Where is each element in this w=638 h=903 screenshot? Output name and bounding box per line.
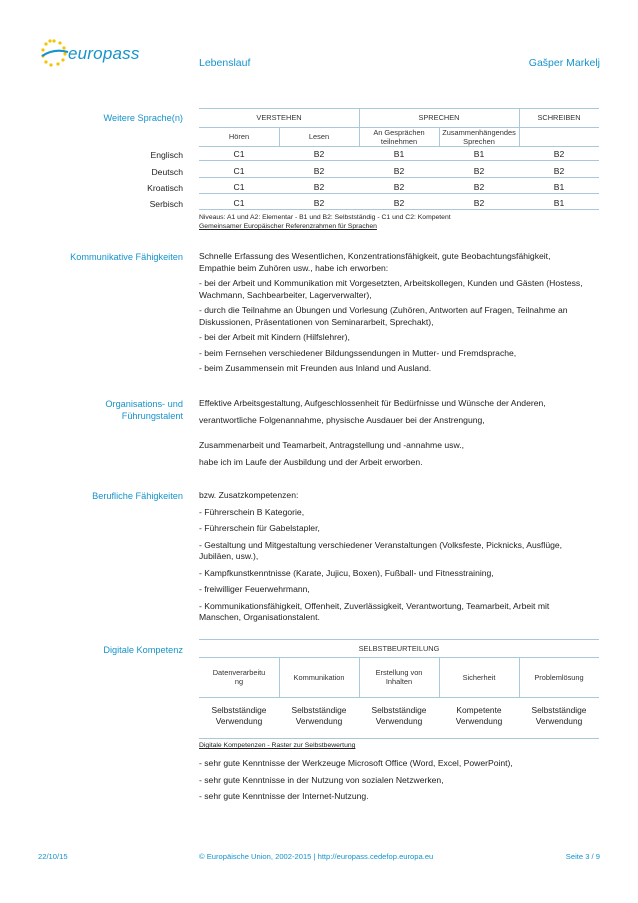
- digital-header: Erstellung von Inhalten: [375, 668, 423, 686]
- subheader-production: Zusammenhängendes Sprechen: [442, 128, 516, 146]
- levels-note: Niveaus: A1 und A2: Elementar - B1 und B2: Selbstständig - C1 und C2: Kompetent: [199, 214, 451, 221]
- person-name: Gašper Markelj: [528, 57, 600, 69]
- footer-date: 22/10/15: [38, 852, 68, 861]
- level-cell: B2: [553, 149, 565, 159]
- level-cell: B1: [473, 149, 485, 159]
- digital-text: - sehr gute Kenntnisse der Werkzeuge Microsoft Office (Word, Excel, PowerPoint), - sehr gute Kenntnisse in der Nutzung von sozialen Netzwerken, - sehr gute Kenntnisse der Internet-Nutzung.: [199, 758, 513, 801]
- level-cell: B1: [553, 198, 565, 208]
- digital-level: Selbstständige Verwendung: [531, 705, 587, 726]
- digital-header: Datenverarbeitu ng: [212, 668, 266, 686]
- digital-reference-link[interactable]: Digitale Kompetenzen - Raster zur Selbstbewertung: [199, 742, 356, 749]
- language-reference-link[interactable]: Gemeinsamer Europäischer Referenzrahmen für Sprachen: [199, 223, 377, 230]
- digital-level: Selbstständige Verwendung: [291, 705, 347, 726]
- digital-header: Problemlösung: [534, 673, 584, 682]
- level-cell: B2: [393, 198, 405, 208]
- communication-text: Schnelle Erfassung des Wesentlichen, Konzentrationsfähigkeit, gute Beobachtungsfähigkeit, Empathie beim Zuhören usw., habe ich erworben: - bei der Arbeit und Kommunikation mit Vorgesetzten, Arbeitskollegen, Kunden und Gästen (Hostess, Wachmann, Sachbearbeiter, Lagerverwalter), - durch die Teilnahme an Übungen und Vorlesung (Zuhören, Antworten auf Fragen, Teilnahme an Diskussionen, Präsentationen von Seminararbeit, Sprechakt), - bei der Arbeit mit Kindern (Hilfslehrer), - beim Fernsehen verschiedener Bildungssendungen in Mutter- und Fremdsprache, - beim Zusammensein mit Freunden aus Inland und Ausland.: [199, 251, 583, 373]
- level-cell: B2: [553, 166, 565, 176]
- group-header-understanding: VERSTEHEN: [256, 113, 302, 122]
- level-cell: B2: [393, 182, 405, 192]
- level-cell: B2: [313, 149, 325, 159]
- level-cell: C1: [233, 182, 245, 192]
- level-cell: B2: [393, 166, 405, 176]
- level-cell: B2: [313, 166, 325, 176]
- organisation-label: Organisations- und Führungstalent: [105, 399, 183, 421]
- subheader-listening: Hören: [228, 132, 250, 141]
- digital-level: Selbstständige Verwendung: [371, 705, 427, 726]
- group-header-writing: SCHREIBEN: [537, 113, 581, 122]
- level-cell: B2: [473, 166, 485, 176]
- subheader-reading: Lesen: [308, 132, 330, 141]
- document-title: Lebenslauf: [199, 57, 251, 69]
- digital-level: Kompetente Verwendung: [455, 705, 503, 726]
- level-cell: B1: [393, 149, 405, 159]
- level-cell: B2: [313, 198, 325, 208]
- professional-text: bzw. Zusatzkompetenzen: - Führerschein B Kategorie, - Führerschein für Gabelstapler, - Gestaltung und Mitgestaltung verschiedener Veranstaltungen (Volksfeste, Picknicks, Ausflüge, Jubiläen, usw.), - Kampfkunstkenntnisse (Karate, Jujicu, Boxen), Fußball- und Fitnesstraining, - freiwilliger Feuerwehrmann, - Kommunikationsfähigkeit, Offenheit, Zuverlässigkeit, Verantwortung, Teamarbeit, Arbeit mit Manschen, Organisationstalent.: [199, 490, 563, 622]
- professional-label: Berufliche Fähigkeiten: [92, 491, 183, 501]
- level-cell: B2: [313, 182, 325, 192]
- language-name: Serbisch: [149, 199, 183, 209]
- footer-copyright[interactable]: © Europäische Union, 2002-2015 | http://europass.cedefop.europa.eu: [199, 852, 434, 861]
- level-cell: B1: [553, 182, 565, 192]
- digital-header: Kommunikation: [293, 673, 345, 682]
- self-assessment-header: SELBSTBEURTEILUNG: [358, 644, 440, 653]
- footer-page-number: Seite 3 / 9: [565, 852, 600, 861]
- level-cell: B2: [473, 198, 485, 208]
- level-cell: B2: [473, 182, 485, 192]
- organisation-text: Effektive Arbeitsgestaltung, Aufgeschlossenheit für Bedürfnisse und Wünsche der Anderen, verantwortliche Folgenannahme, physische Ausdauer bei der Anstrengung, Zusammenarbeit und Teamarbeit, Antragstellung und -annahme usw., habe ich im Laufe der Ausbildung und der Arbeit erworben.: [199, 398, 546, 467]
- communication-label: Kommunikative Fähigkeiten: [70, 252, 183, 262]
- language-name: Deutsch: [151, 167, 183, 177]
- eu-stars-icon: [38, 38, 70, 68]
- logo-text: europass: [68, 44, 140, 63]
- language-name: Kroatisch: [147, 183, 183, 193]
- languages-label: Weitere Sprache(n): [103, 113, 183, 123]
- digital-header: Sicherheit: [462, 673, 496, 682]
- level-cell: C1: [233, 149, 245, 159]
- digital-level: Selbstständige Verwendung: [211, 705, 267, 726]
- level-cell: C1: [233, 166, 245, 176]
- group-header-speaking: SPRECHEN: [418, 113, 460, 122]
- level-cell: C1: [233, 198, 245, 208]
- language-name: Englisch: [150, 150, 183, 160]
- digital-label: Digitale Kompetenz: [103, 645, 183, 655]
- subheader-interaction: An Gesprächen teilnehmen: [373, 128, 425, 146]
